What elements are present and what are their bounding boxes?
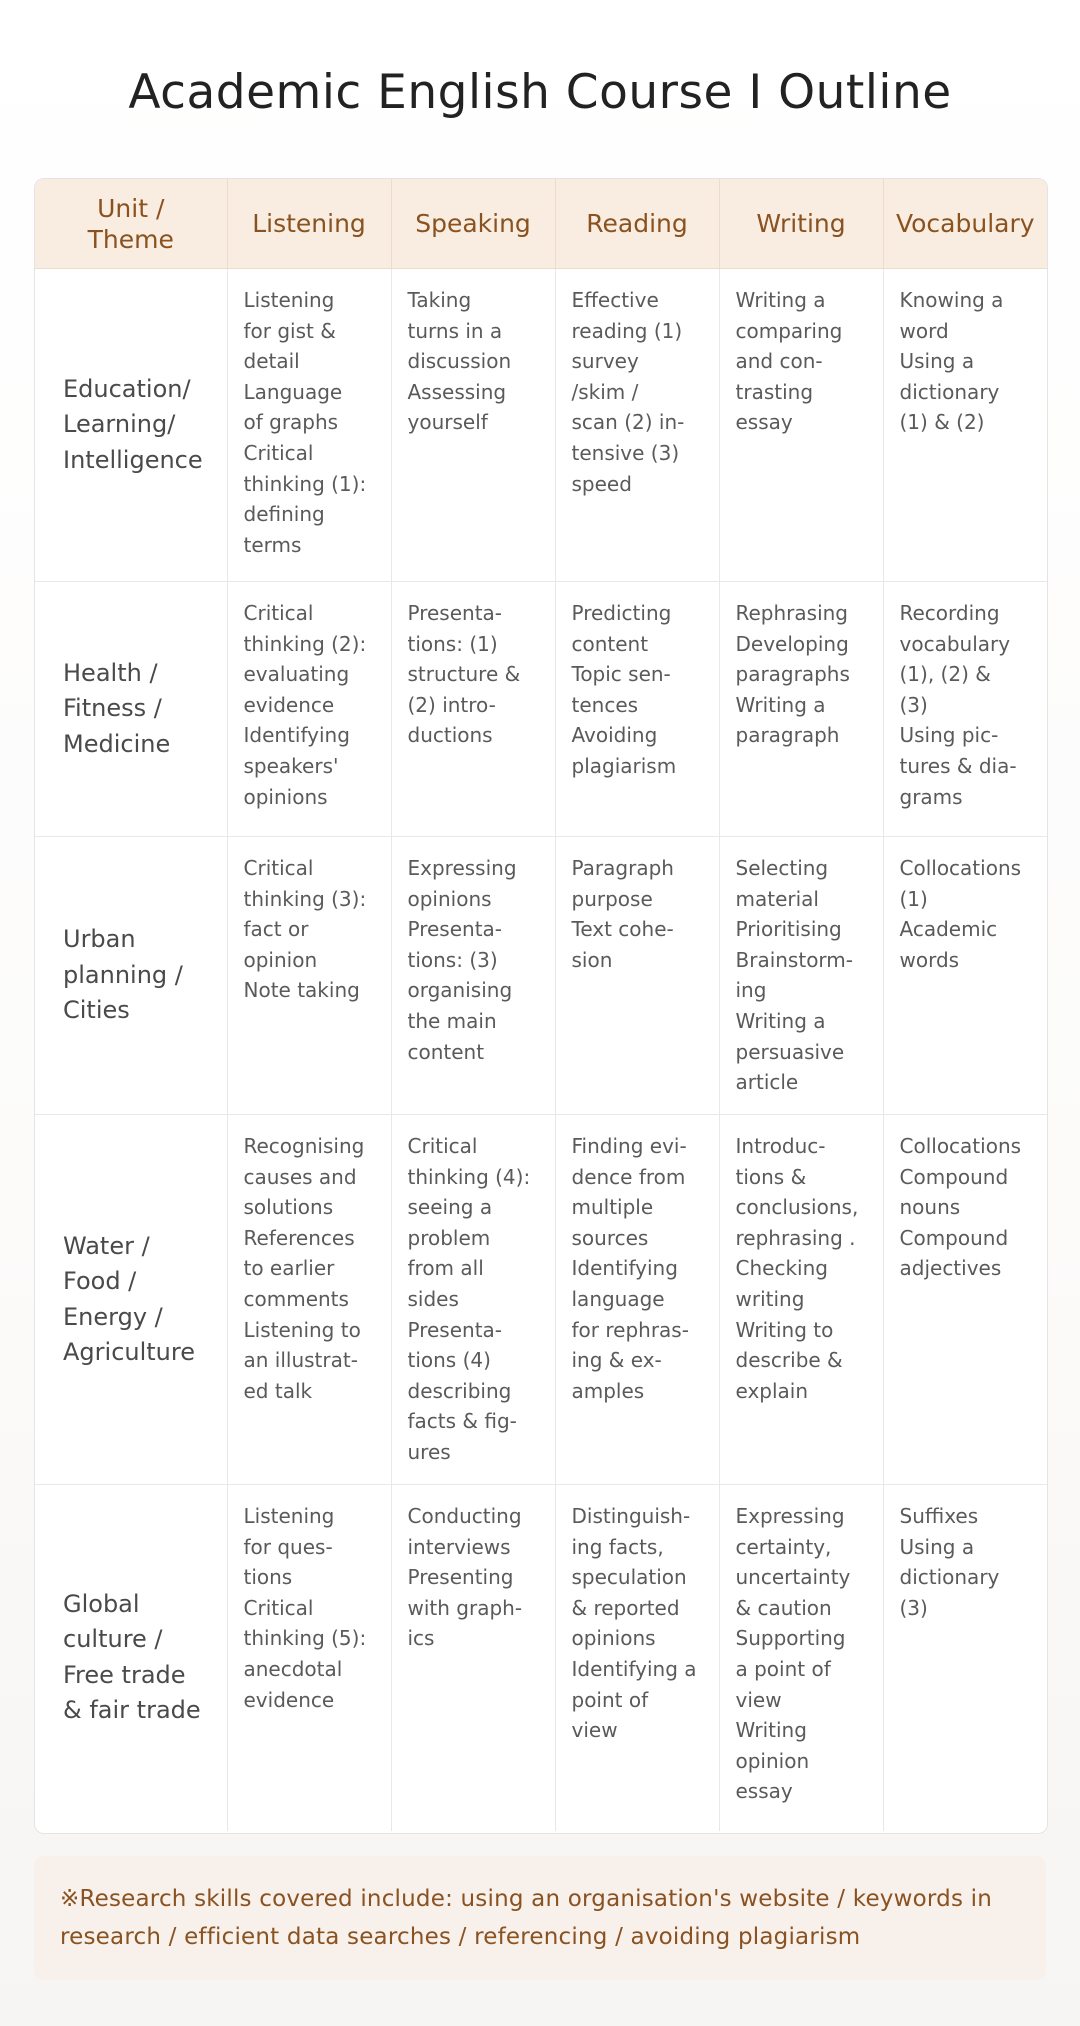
table-row xyxy=(35,269,1047,582)
header-unit-theme: Unit / Theme xyxy=(35,179,227,269)
header-listening: Listening xyxy=(227,179,391,269)
table-row xyxy=(35,1485,1047,1831)
listening-cell: Recognising causes and solutions References to earlier comments Listening to an illustrat- ed talk xyxy=(227,1115,391,1485)
vocabulary-cell: Recording vocabulary (1), (2) & (3) Using pic- tures & dia- grams xyxy=(883,582,1047,837)
course-outline-table xyxy=(35,179,1047,1831)
table-row xyxy=(35,837,1047,1115)
unit-theme-cell: Urban planning / Cities xyxy=(35,837,227,1115)
vocabulary-cell: Collocations (1) Academic words xyxy=(883,837,1047,1115)
header-writing: Writing xyxy=(719,179,883,269)
listening-cell: Listening for ques- tions Critical thinking (5): anecdotal evidence xyxy=(227,1485,391,1831)
page-title: Academic English Course I Outline xyxy=(128,65,952,120)
speaking-cell: Presenta- tions: (1) structure & (2) intro- ductions xyxy=(391,582,555,837)
listening-cell: Critical thinking (2): evaluating evidence Identifying speakers' opinions xyxy=(227,582,391,837)
writing-cell: Selecting material Prioritising Brainstorm- ing Writing a persuasive article xyxy=(719,837,883,1115)
unit-theme-cell: Health / Fitness / Medicine xyxy=(35,582,227,837)
writing-cell: Expressing certainty, uncertainty & caution Supporting a point of view Writing opinion essay xyxy=(719,1485,883,1831)
reading-cell: Distinguish- ing facts, speculation & reported opinions Identifying a point of view xyxy=(555,1485,719,1831)
table-header-row xyxy=(35,179,1047,269)
research-skills-note: ※Research skills covered include: using an organisation's website / keywords in research / efficient data searches / referencing / avoiding plagiarism xyxy=(34,1856,1046,1980)
vocabulary-cell: Knowing a word Using a dictionary (1) & (2) xyxy=(883,269,1047,582)
header-speaking: Speaking xyxy=(391,179,555,269)
speaking-cell: Conducting interviews Presenting with graph- ics xyxy=(391,1485,555,1831)
unit-theme-cell: Global culture / Free trade & fair trade xyxy=(35,1485,227,1831)
speaking-cell: Critical thinking (4): seeing a problem from all sides Presenta- tions (4) describing facts & fig- ures xyxy=(391,1115,555,1485)
writing-cell: Rephrasing Developing paragraphs Writing a paragraph xyxy=(719,582,883,837)
vocabulary-cell: Collocations Compound nouns Compound adjectives xyxy=(883,1115,1047,1485)
listening-cell: Listening for gist & detail Language of graphs Critical thinking (1): defining terms xyxy=(227,269,391,582)
reading-cell: Effective reading (1) survey /skim / scan (2) in- tensive (3) speed xyxy=(555,269,719,582)
unit-theme-cell: Education/ Learning/ Intelligence xyxy=(35,269,227,582)
table-row xyxy=(35,582,1047,837)
reading-cell: Predicting content Topic sen- tences Avoiding plagiarism xyxy=(555,582,719,837)
vocabulary-cell: Suffixes Using a dictionary (3) xyxy=(899,1504,1000,1620)
course-outline-table-container xyxy=(34,178,1048,1834)
header-reading: Reading xyxy=(555,179,719,269)
speaking-cell: Expressing opinions Presenta- tions: (3) organising the main content xyxy=(391,837,555,1115)
reading-cell: Paragraph purpose Text cohe- sion xyxy=(555,837,719,1115)
writing-cell: Introduc- tions & conclusions, rephrasing . Checking writing Writing to describe & explain xyxy=(719,1115,883,1485)
listening-cell: Critical thinking (3): fact or opinion Note taking xyxy=(227,837,391,1115)
writing-cell: Writing a comparing and con- trasting essay xyxy=(719,269,883,582)
speaking-cell: Taking turns in a discussion Assessing yourself xyxy=(391,269,555,582)
header-vocabulary: Vocabulary xyxy=(883,179,1047,269)
table-row xyxy=(35,1115,1047,1485)
reading-cell: Finding evi- dence from multiple sources Identifying language for rephras- ing & ex- amples xyxy=(555,1115,719,1485)
unit-theme-cell: Water / Food / Energy / Agriculture xyxy=(35,1115,227,1485)
